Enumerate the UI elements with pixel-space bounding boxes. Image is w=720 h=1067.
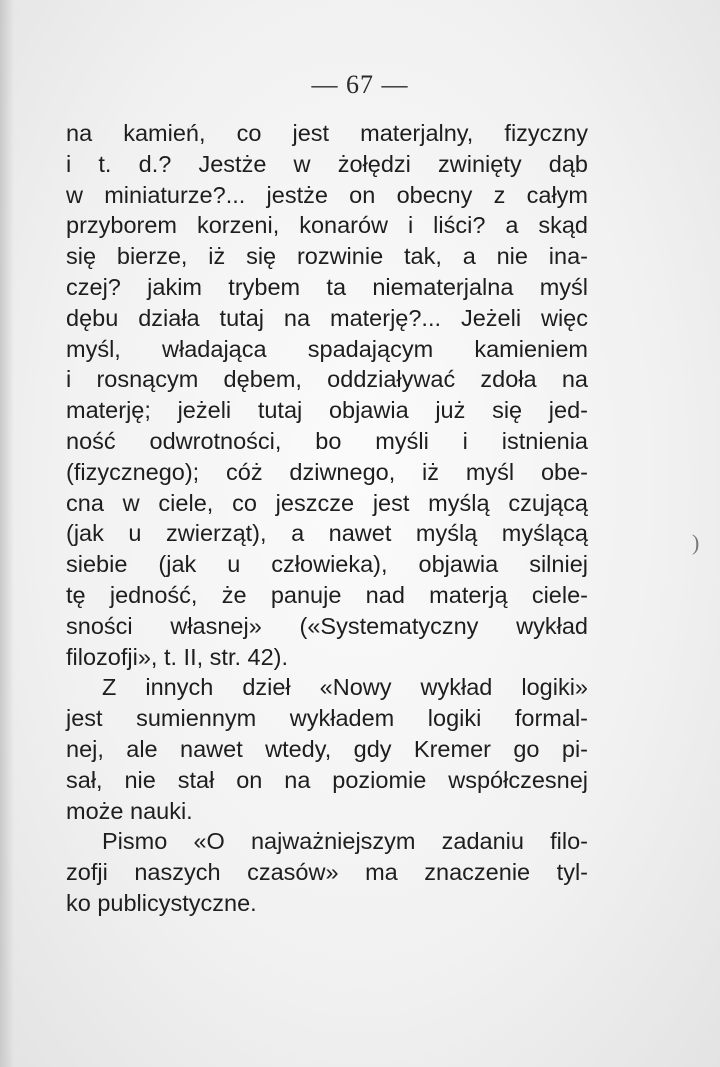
text-line: nej, ale nawet wtedy, gdy Kremer go pi-	[66, 735, 588, 762]
margin-mark: )	[692, 530, 700, 555]
text-line: sności własnej» («Systematyczny wykład	[66, 612, 588, 639]
text-line: filozofji», t. II, str. 42).	[66, 643, 289, 670]
text-line: czej? jakim trybem ta niematerjalna myśl	[66, 273, 588, 300]
text-line: na kamień, co jest materjalny, fizyczny	[66, 120, 588, 146]
text-line: się bierze, iż się rozwinie tak, a nie ina-	[66, 243, 588, 270]
text-line: w miniaturze?... jestże on obecny z całym	[66, 181, 588, 208]
text-line: (fizycznego); cóż dziwnego, iż myśl obe-	[66, 458, 588, 485]
text-line: zofji naszych czasów» ma znaczenie tyl-	[66, 859, 588, 886]
text-line: przyborem korzeni, konarów i liści? a skąd	[66, 212, 588, 239]
text-line: i t. d.? Jestże w żołędzi zwinięty dąb	[66, 150, 588, 177]
text-line: materję; jeżeli tutaj objawia już się jed-	[66, 397, 588, 424]
page-number: — 67 —	[311, 70, 409, 99]
text-line: może nauki.	[66, 797, 193, 824]
text-line: dębu działa tutaj na materję?... Jeżeli więc	[66, 304, 588, 331]
text-line: siebie (jak u człowieka), objawia silniej	[66, 551, 588, 578]
text-line: cna w ciele, co jeszcze jest myślą czującą	[66, 489, 588, 516]
text-line: Z innych dzieł «Nowy wykład logiki»	[102, 674, 588, 701]
text-line: ko publicystyczne.	[66, 889, 257, 916]
text-line: jest sumiennym wykładem logiki formal-	[66, 705, 588, 732]
text-line: (jak u zwierząt), a nawet myślą myślącą	[66, 520, 588, 547]
text-line: i rosnącym dębem, oddziaływać zdoła na	[66, 366, 588, 393]
body-text	[66, 118, 588, 919]
page-edge-shadow	[0, 0, 14, 1067]
text-line: myśl, władająca spadającym kamieniem	[66, 335, 588, 362]
text-line: ność odwrotności, bo myśli i istnienia	[66, 427, 588, 454]
text-line: Pismo «O najważniejszym zadaniu filo-	[102, 828, 588, 855]
text-line: tę jedność, że panuje nad materją ciele-	[66, 581, 588, 608]
text-line: sał, nie stał on na poziomie współczesnej	[66, 766, 588, 793]
